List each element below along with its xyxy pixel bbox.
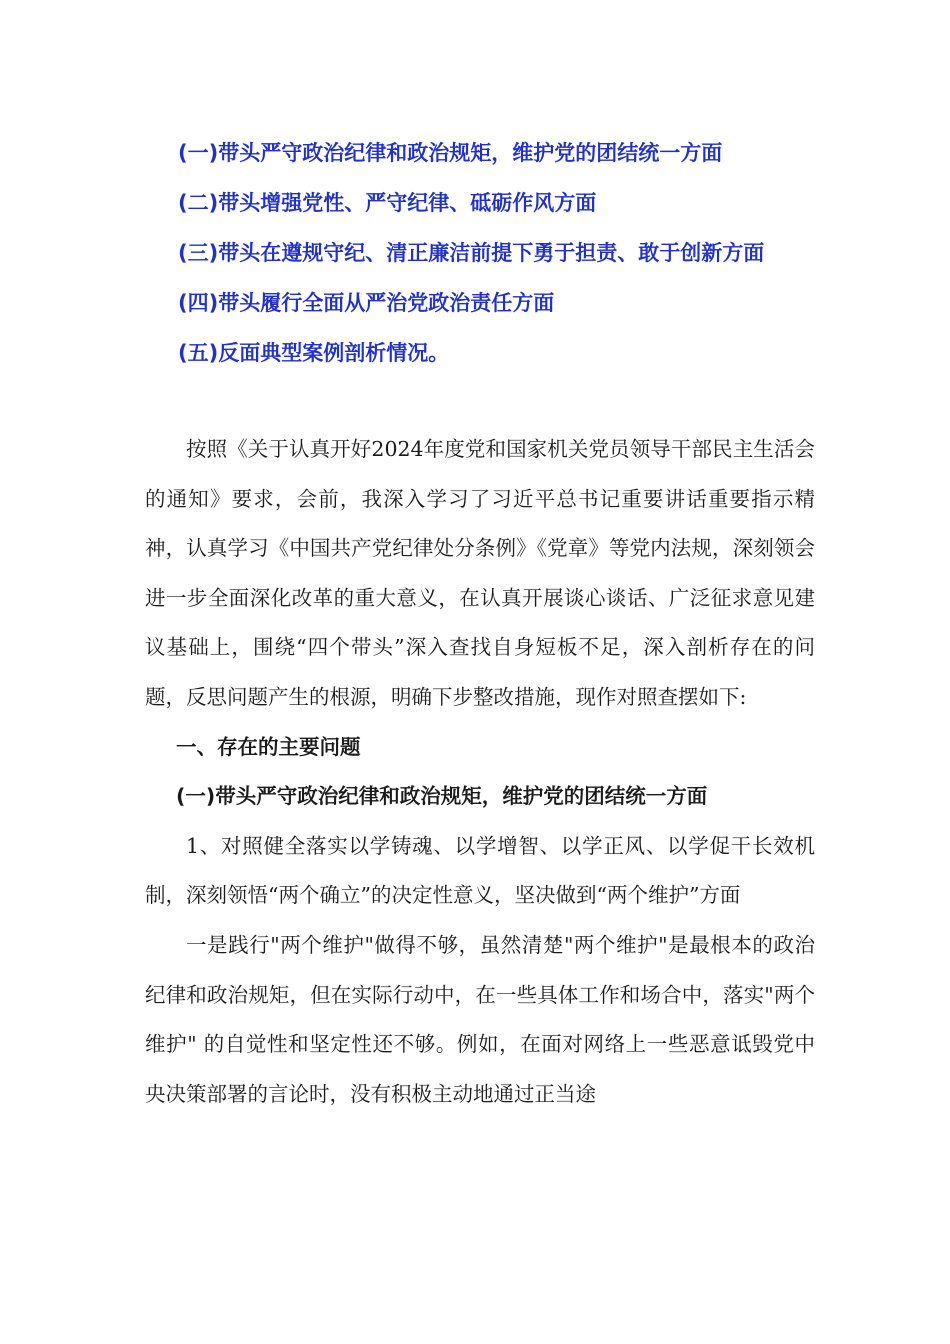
toc-item-5[interactable]: (五)反面典型案例剖析情况。: [178, 341, 450, 365]
toc-item-3[interactable]: (三)带头在遵规守纪、清正廉洁前提下勇于担责、敢于创新方面: [178, 241, 765, 265]
document-body: [145, 425, 815, 1119]
toc-item-4[interactable]: (四)带头履行全面从严治党政治责任方面: [178, 291, 555, 315]
point-paragraph: 1、对照健全落实以学铸魂、以学增智、以学正风、以学促干长效机制，深刻领悟“两个确立”的决定性意义，坚决做到“两个维护”方面: [145, 833, 815, 908]
toc-item-1[interactable]: (一)带头严守政治纪律和政治规矩，维护党的团结统一方面: [178, 141, 723, 165]
toc-item-2[interactable]: (二)带头增强党性、严守纪律、砥砺作风方面: [178, 191, 597, 215]
section-heading: 一、存在的主要问题: [176, 734, 361, 759]
subsection-heading: (一)带头严守政治纪律和政治规矩，维护党的团结统一方面: [176, 784, 708, 809]
table-of-contents: [178, 128, 838, 378]
intro-paragraph: 按照《关于认真开好2024年度党和国家机关党员领导干部民主生活会的通知》要求，会前，我深入学习了习近平总书记重要讲话重要指示精神，认真学习《中国共产党纪律处分条例》《党章》等党内法规，深刻领会进一步全面深化改革的重大意义，在认真开展谈心谈话、广泛征求意见建议基础上，围绕“四个带头”深入查找自身短板不足，深入剖析存在的问题，反思问题产生的根源，明确下步整改措施，现作对照查摆如下:: [145, 437, 815, 709]
detail-paragraph: 一是践行"两个维护"做得不够，虽然清楚"两个维护"是最根本的政治纪律和政治规矩，但在实际行动中，在一些具体工作和场合中，落实"两个维护" 的自觉性和坚定性还不够。例如，在面对网络上一些恶意诋毁党中央决策部署的言论时，没有积极主动地通过正当途: [145, 932, 815, 1106]
